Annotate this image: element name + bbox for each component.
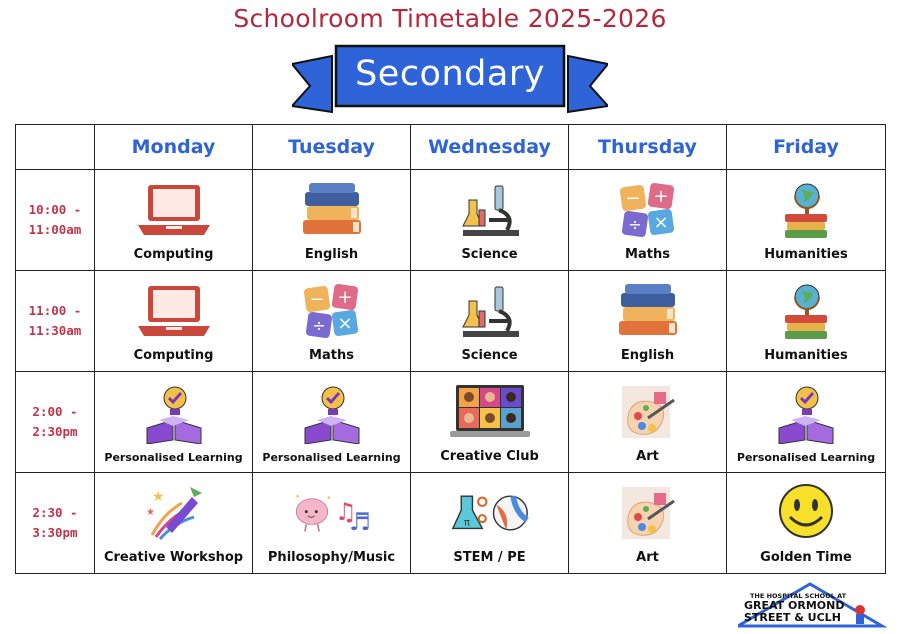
globe-icon — [766, 179, 846, 241]
microscope-icon — [450, 280, 530, 342]
day-monday: Monday — [95, 125, 253, 170]
day-friday: Friday — [727, 125, 886, 170]
svg-text:★: ★ — [145, 507, 155, 518]
timetable-row — [16, 271, 886, 372]
svg-text:✦: ✦ — [294, 492, 300, 501]
time-end: 11:00am — [28, 222, 82, 237]
lesson-cell — [95, 372, 253, 473]
lesson-cell — [411, 271, 569, 372]
math-symbols-icon — [292, 280, 372, 342]
smiley-icon — [766, 482, 846, 544]
time-end: 11:30am — [28, 323, 82, 338]
time-start: 10:00 - — [28, 202, 82, 217]
svg-text:−: − — [624, 188, 641, 209]
brain-music-icon — [292, 482, 372, 544]
banner-label: Secondary — [355, 54, 545, 94]
corner-cell — [16, 125, 95, 170]
lesson-cell — [95, 170, 253, 271]
timetable-row — [16, 473, 886, 574]
time-slot — [16, 372, 95, 473]
subject-label: English — [304, 247, 359, 262]
math-symbols-icon — [608, 179, 688, 241]
globe-icon — [766, 280, 846, 342]
time-start: 11:00 - — [28, 303, 82, 318]
pen-sparkle-icon — [134, 482, 214, 544]
svg-text:+: + — [652, 186, 669, 207]
subject-label: Humanities — [764, 348, 848, 363]
school-logo — [738, 578, 888, 630]
video-call-icon — [450, 381, 530, 443]
lightbulb-book-icon — [766, 383, 846, 445]
microscope-icon — [450, 179, 530, 241]
subject-label: Humanities — [764, 247, 848, 262]
subject-label: Computing — [133, 247, 214, 262]
timetable-row — [16, 170, 886, 271]
lesson-cell — [569, 271, 727, 372]
laptop-icon — [134, 280, 214, 342]
time-start: 2:00 - — [32, 404, 78, 419]
subject-label: Art — [636, 449, 659, 464]
books-icon — [608, 280, 688, 342]
lesson-cell — [95, 473, 253, 574]
lightbulb-book-icon — [134, 383, 214, 445]
subject-label: English — [620, 348, 675, 363]
svg-text:×: × — [336, 313, 353, 334]
day-wednesday: Wednesday — [411, 125, 569, 170]
svg-text:÷: ÷ — [627, 215, 642, 234]
logo-line-2: GREAT ORMOND STREET & UCLH — [744, 599, 845, 624]
svg-text:♫: ♫ — [334, 497, 357, 527]
lesson-cell — [727, 372, 886, 473]
svg-text:✦: ✦ — [325, 494, 332, 503]
subject-label: STEM / PE — [453, 550, 526, 565]
logo-line-1: THE HOSPITAL SCHOOL AT — [750, 592, 847, 600]
lesson-cell — [411, 473, 569, 574]
books-icon — [292, 179, 372, 241]
lesson-cell — [253, 372, 411, 473]
time-end: 3:30pm — [32, 525, 78, 540]
subject-label: Maths — [309, 348, 354, 363]
lesson-cell — [727, 170, 886, 271]
lesson-cell — [727, 473, 886, 574]
svg-text:×: × — [652, 212, 669, 233]
day-thursday: Thursday — [569, 125, 727, 170]
time-start: 2:30 - — [32, 505, 78, 520]
subject-label: Computing — [133, 348, 214, 363]
svg-text:−: − — [308, 289, 325, 310]
lesson-cell — [569, 473, 727, 574]
time-slot — [16, 473, 95, 574]
secondary-banner — [292, 42, 608, 116]
svg-text:π: π — [463, 517, 470, 529]
lesson-cell — [253, 473, 411, 574]
subject-label: Philosophy/Music — [267, 550, 396, 565]
svg-text:÷: ÷ — [311, 316, 326, 335]
subject-label: Personalised Learning — [104, 451, 243, 464]
lesson-cell — [411, 170, 569, 271]
lesson-cell — [253, 271, 411, 372]
time-slot — [16, 271, 95, 372]
page-title: Schoolroom Timetable 2025-2026 — [233, 4, 667, 33]
subject-label: Personalised Learning — [262, 451, 401, 464]
svg-text:+: + — [336, 287, 353, 308]
header-row — [16, 125, 886, 170]
flask-ball-icon — [450, 482, 530, 544]
lesson-cell — [411, 372, 569, 473]
svg-text:★: ★ — [151, 489, 165, 505]
palette-icon — [608, 482, 688, 544]
lesson-cell — [569, 170, 727, 271]
day-tuesday: Tuesday — [253, 125, 411, 170]
lightbulb-book-icon — [292, 383, 372, 445]
palette-icon — [608, 381, 688, 443]
subject-label: Creative Workshop — [103, 550, 244, 565]
lesson-cell — [569, 372, 727, 473]
subject-label: Golden Time — [760, 550, 852, 565]
subject-label: Maths — [625, 247, 670, 262]
subject-label: Science — [461, 348, 518, 363]
svg-text:♬: ♬ — [348, 507, 371, 537]
timetable — [15, 124, 886, 574]
subject-label: Science — [461, 247, 518, 262]
time-slot — [16, 170, 95, 271]
lesson-cell — [253, 170, 411, 271]
time-end: 2:30pm — [32, 424, 78, 439]
lesson-cell — [95, 271, 253, 372]
laptop-icon — [134, 179, 214, 241]
timetable-row — [16, 372, 886, 473]
subject-label: Creative Club — [440, 449, 539, 464]
subject-label: Personalised Learning — [736, 451, 876, 464]
subject-label: Art — [636, 550, 659, 565]
lesson-cell — [727, 271, 886, 372]
